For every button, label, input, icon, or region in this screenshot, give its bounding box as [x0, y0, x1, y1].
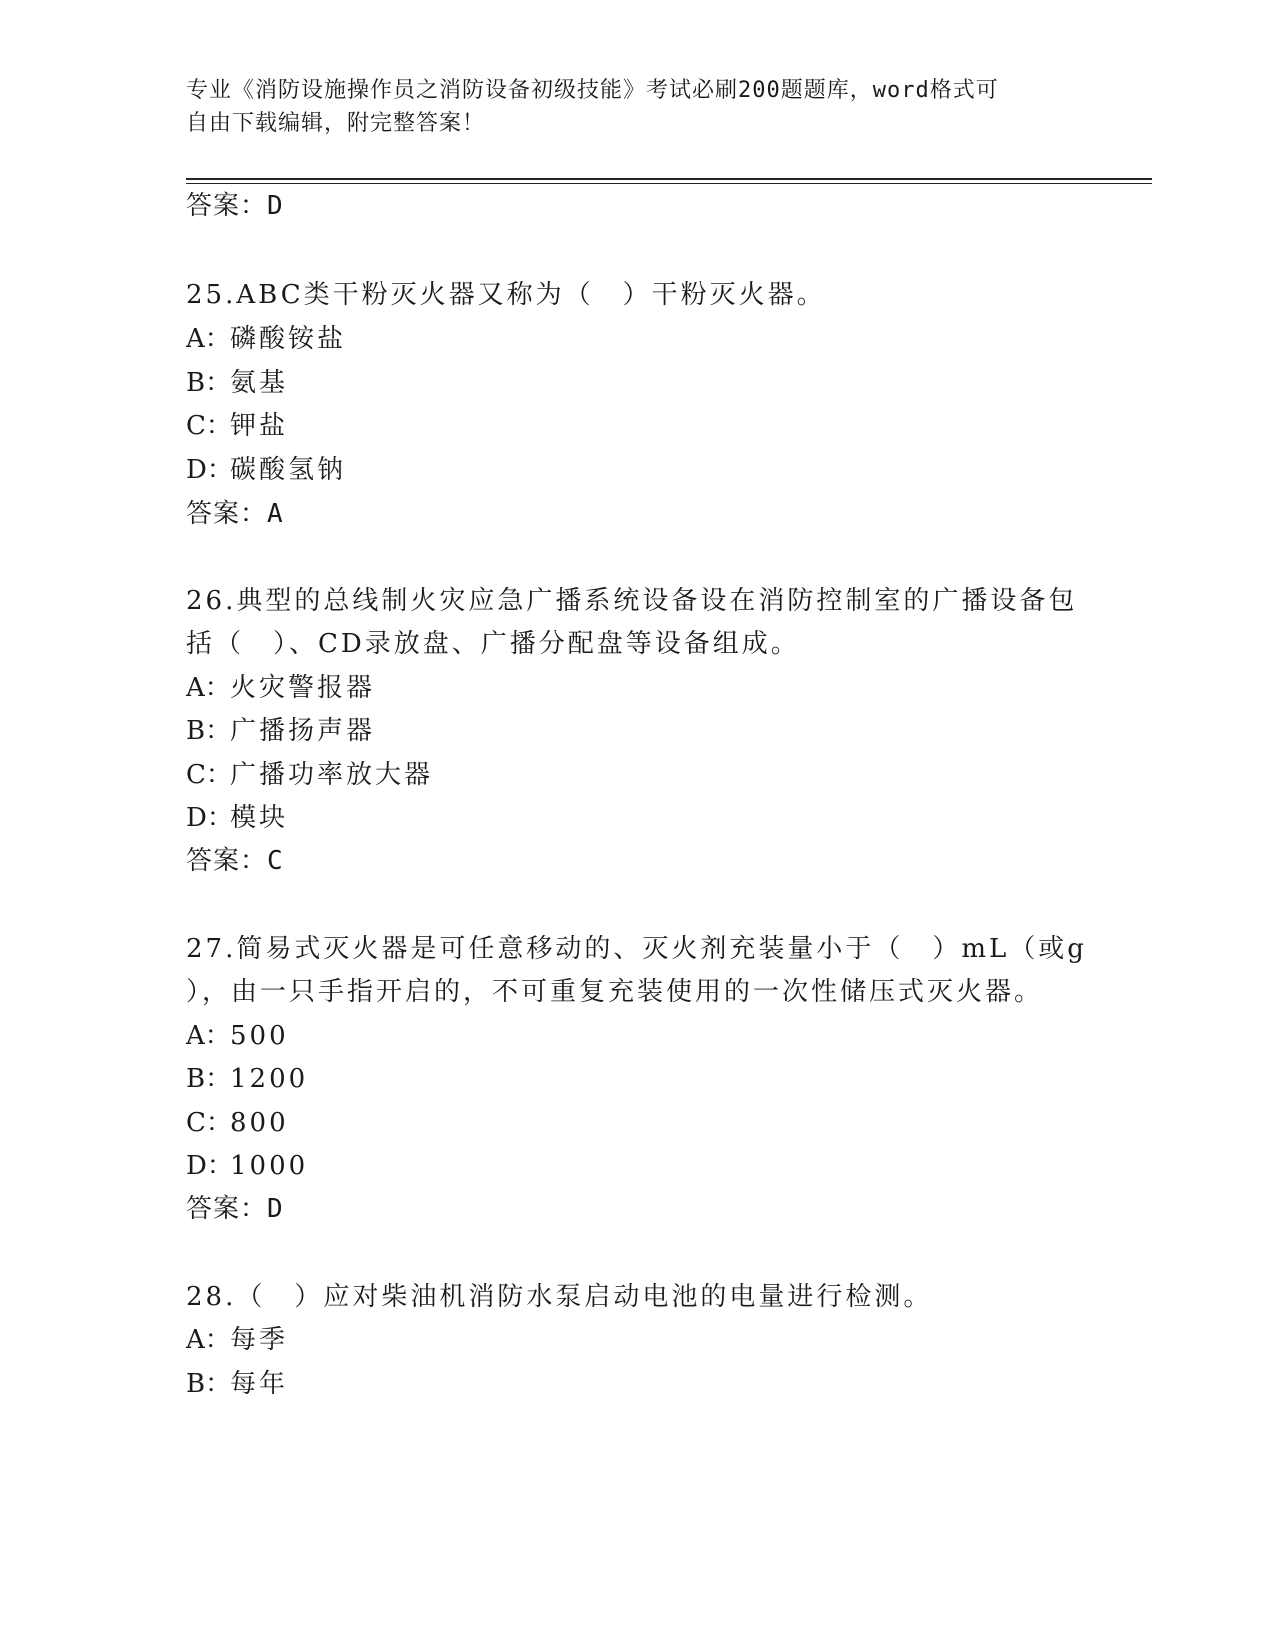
option-text: 碳酸氢钠 [230, 455, 347, 485]
option-label: B： [186, 716, 232, 746]
question-27-option-b [186, 1063, 308, 1095]
question-26-stem-line-2: 括（ ）、CD录放盘、广播分配盘等设备组成。 [186, 629, 800, 659]
header-rule [186, 178, 1152, 180]
option-text: 广播扬声器 [230, 716, 376, 746]
header-rule-thin [186, 183, 1152, 184]
question-27-answer: 答案：D [186, 1194, 284, 1224]
question-28-stem: 28.（ ）应对柴油机消防水泵启动电池的电量进行检测。 [186, 1282, 933, 1312]
question-28-option-b [186, 1368, 288, 1400]
header-line-2: 自由下载编辑，附完整答案！ [186, 111, 486, 136]
question-25-option-a [186, 323, 346, 355]
question-26-option-d [186, 802, 288, 834]
question-26-stem-line-1: 26.典型的总线制火灾应急广播系统设备设在消防控制室的广播设备包 [186, 586, 1078, 616]
option-label: D： [186, 1151, 233, 1181]
question-27-stem-line-1: 27.简易式灭火器是可任意移动的、灭火剂充装量小于（ ）mL（或g [186, 934, 1087, 964]
question-25-option-d [186, 454, 346, 486]
option-text: 800 [230, 1108, 289, 1138]
header-line-1: 专业《消防设施操作员之消防设备初级技能》考试必刷200题题库，word格式可 [186, 78, 999, 103]
option-label: D： [186, 455, 233, 485]
document-header [186, 74, 1066, 140]
option-label: B： [186, 368, 232, 398]
question-26-option-c [186, 759, 433, 791]
question-26-option-a [186, 672, 375, 704]
option-text: 1000 [230, 1151, 309, 1181]
question-28-option-a [186, 1324, 288, 1356]
question-27-option-d [186, 1150, 308, 1182]
option-text: 模块 [230, 803, 289, 833]
option-label: D： [186, 803, 233, 833]
option-label: A： [186, 1325, 231, 1355]
option-text: 500 [230, 1021, 289, 1051]
option-text: 火灾警报器 [230, 673, 376, 703]
option-text: 广播功率放大器 [230, 760, 434, 790]
question-25-option-b [186, 367, 288, 399]
question-25-stem: 25.ABC类干粉灭火器又称为（ ）干粉灭火器。 [186, 280, 826, 310]
option-label: B： [186, 1369, 232, 1399]
option-label: A： [186, 324, 231, 354]
question-26-answer: 答案：C [186, 846, 284, 876]
question-27-option-a [186, 1020, 289, 1052]
option-text: 钾盐 [230, 411, 289, 441]
option-label: C： [186, 760, 232, 790]
option-text: 氨基 [230, 368, 289, 398]
option-label: A： [186, 673, 231, 703]
option-label: C： [186, 1108, 232, 1138]
question-25-answer: 答案：A [186, 499, 284, 529]
option-text: 每季 [230, 1325, 289, 1355]
option-label: C： [186, 411, 232, 441]
option-text: 每年 [230, 1369, 289, 1399]
question-25-option-c [186, 410, 288, 442]
question-27-option-c [186, 1107, 289, 1139]
question-27-stem-line-2: ），由一只手指开启的，不可重复充装使用的一次性储压式灭火器。 [186, 977, 1044, 1007]
option-label: B： [186, 1064, 232, 1094]
question-26-option-b [186, 715, 375, 747]
answer-prev: 答案：D [186, 191, 284, 221]
option-text: 磷酸铵盐 [230, 324, 347, 354]
option-text: 1200 [230, 1064, 309, 1094]
option-label: A： [186, 1021, 231, 1051]
